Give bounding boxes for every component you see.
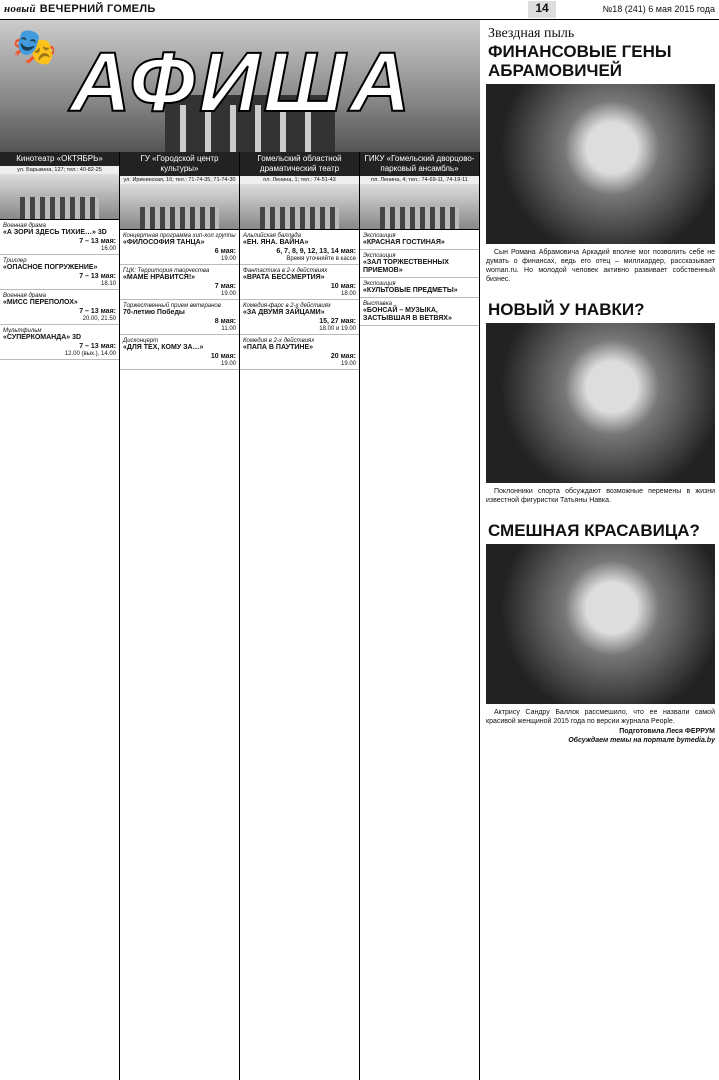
event-dates: 7 мая:	[214, 283, 236, 290]
event-time: 19.00	[220, 291, 236, 297]
event-genre: Фантастика в 2-х действиях	[243, 268, 328, 274]
event-genre: Мультфильм	[3, 328, 42, 334]
venue-photo	[0, 174, 119, 220]
event-listing	[120, 230, 239, 265]
venue-column	[0, 152, 120, 1080]
headline-3: СМЕШНАЯ КРАСАВИЦА?	[488, 521, 700, 540]
article-1-text: Сын Романа Абрамовича Аркадий вполне мог позволить себе не думать о финансах, ведь его отец – миллиардер, рассказывает woman.ru. Но молодой человек активно развивает собственный бизнес.	[486, 249, 715, 283]
venue-address: пл. Ленина, 1; тел.: 74-51-43	[240, 176, 359, 184]
event-title: «ФИЛОСОФИЯ ТАНЦА»	[123, 239, 205, 246]
event-dates: 7 – 13 мая:	[79, 238, 116, 245]
author-signature: Подготовила Леся ФЕРРУМ	[619, 728, 715, 735]
page-header	[0, 0, 719, 20]
theater-masks-icon: 🎭	[12, 26, 57, 67]
event-time: 20.00, 21.50	[82, 316, 116, 322]
event-dates: 20 мая:	[330, 353, 356, 360]
venue-photo	[360, 184, 479, 230]
venue-photo	[120, 184, 239, 230]
event-listing	[360, 250, 479, 278]
headline-1: ФИНАНСОВЫЕ ГЕНЫ АБРАМОВИЧЕЙ	[488, 42, 672, 80]
event-time: 18.10	[100, 281, 116, 287]
event-time: 16.00	[100, 246, 116, 252]
event-listing	[240, 335, 359, 370]
event-time: 19.00	[340, 361, 356, 367]
event-genre: Комедия в 2-х действиях	[243, 338, 315, 344]
venue-column	[120, 152, 240, 1080]
venue-title: Гомельский областной драматический театр	[240, 152, 359, 176]
venue-column	[240, 152, 360, 1080]
newspaper-brand: новый ВЕЧЕРНИЙ ГОМЕЛЬ	[4, 3, 156, 15]
event-listing	[120, 300, 239, 335]
event-genre: Экспозиция	[363, 281, 396, 287]
event-time: 11.00	[221, 326, 236, 332]
photo-navka	[486, 323, 715, 483]
event-title: «ЗА ДВУМЯ ЗАЙЦАМИ»	[243, 309, 325, 316]
event-listing	[240, 265, 359, 300]
event-time: 12.00 (вых.), 14.00	[64, 351, 116, 357]
event-title: «МИСС ПЕРЕПОЛОХ»	[3, 299, 78, 306]
page-number: 14	[528, 1, 556, 18]
event-title: «МАМЕ НРАВИТСЯ!»	[123, 274, 196, 281]
issue-info: №18 (241) 6 мая 2015 года	[602, 4, 715, 14]
masthead	[0, 20, 480, 152]
photo-abramovich	[486, 84, 715, 244]
event-listing	[0, 220, 119, 255]
event-listing	[120, 265, 239, 300]
event-dates: 10 мая:	[330, 283, 356, 290]
event-genre: Триллер	[3, 258, 27, 264]
event-genre: Дисконцерт	[123, 338, 159, 344]
venue-address: ул. Ирининская, 16; тел.: 71-74-35, 71-74-30	[120, 176, 239, 184]
event-title: «КУЛЬТОВЫЕ ПРЕДМЕТЫ»	[363, 287, 458, 294]
event-listing	[0, 325, 119, 360]
event-listing	[0, 290, 119, 325]
event-listing	[360, 230, 479, 250]
event-genre: Военная драма	[3, 293, 46, 299]
venue-title: ГИКУ «Гомельский дворцово-парковый ансамбль»	[360, 152, 479, 176]
event-genre: Выставка	[363, 301, 392, 307]
event-time: 19.00	[220, 256, 236, 262]
venue-address: ул. Барыкина, 127; тел.: 40-82-25	[0, 166, 119, 174]
event-title: «ЗАЛ ТОРЖЕСТВЕННЫХ ПРИЕМОВ»	[363, 259, 449, 274]
masthead-title: АФИША	[70, 35, 415, 129]
venue-address: пл. Ленина, 4; тел.: 74-69-11, 74-19-11	[360, 176, 479, 184]
event-genre: Концертная программа хип-хоп группы	[123, 233, 236, 239]
venue-photo	[240, 184, 359, 230]
headline-2: НОВЫЙ У НАВКИ?	[488, 300, 645, 319]
article-2-text: Поклонники спорта обсуждают возможные перемены в жизни известной фигуристки Татьяны Навка.	[486, 488, 715, 504]
event-time: Время уточняйте в кассе	[286, 256, 356, 262]
rubric-title: Звездная пыль	[488, 26, 575, 41]
event-dates: 10 мая:	[210, 353, 236, 360]
event-title: «СУПЕРКОМАНДА» 3D	[3, 334, 82, 341]
event-title: «ДЛЯ ТЕХ, КОМУ ЗА…»	[123, 344, 204, 351]
event-title: «КРАСНАЯ ГОСТИНАЯ»	[363, 239, 445, 246]
event-title: «ОПАСНОЕ ПОГРУЖЕНИЕ»	[3, 264, 98, 271]
event-dates: 6, 7, 8, 9, 12, 13, 14 мая:	[276, 248, 356, 255]
event-genre: Альпийская баллада	[243, 233, 301, 239]
event-title: 70-летию Победы	[123, 309, 185, 316]
event-genre: Комедия-фарс в 2-х действиях	[243, 303, 331, 309]
footer-portal: Обсуждаем темы на портале bymedia.by	[568, 737, 715, 744]
event-listing	[0, 255, 119, 290]
event-genre: Торжественный прием ветеранов	[123, 303, 221, 309]
venue-title: ГУ «Городской центр культуры»	[120, 152, 239, 176]
event-genre: Военная драма	[3, 223, 46, 229]
event-dates: 6 мая:	[214, 248, 236, 255]
photo-bullock	[486, 544, 715, 704]
event-time: 18.00 и 19.00	[319, 326, 356, 332]
sidebar-news	[482, 20, 719, 1080]
event-dates: 8 мая:	[214, 318, 236, 325]
event-title: «ПАПА В ПАУТИНЕ»	[243, 344, 314, 351]
event-dates: 7 – 13 мая:	[79, 273, 116, 280]
event-title: «БОНСАЙ – МУЗЫКА, ЗАСТЫВШАЯ В ВЕТВЯХ»	[363, 307, 452, 322]
event-listing	[240, 300, 359, 335]
event-dates: 7 – 13 мая:	[79, 343, 116, 350]
venue-column	[360, 152, 480, 1080]
event-time: 19.00	[220, 361, 236, 367]
event-genre: ГЦК: Территория творчества	[123, 268, 210, 274]
event-genre: Экспозиция	[363, 233, 396, 239]
event-listing	[360, 278, 479, 298]
event-title: «ВРАТА БЕССМЕРТИЯ»	[243, 274, 325, 281]
event-title: «А ЗОРИ ЗДЕСЬ ТИХИЕ…» 3D	[3, 229, 107, 236]
event-time: 18.00	[340, 291, 356, 297]
event-dates: 15, 27 мая:	[319, 318, 356, 325]
article-3-text: Актрису Сандру Баллок рассмешило, что ее назвали самой красивой женщиной 2015 года по версии журнала People.	[486, 709, 715, 725]
event-listing	[240, 230, 359, 265]
event-dates: 7 – 13 мая:	[79, 308, 116, 315]
venue-title: Кинотеатр «ОКТЯБРЬ»	[0, 152, 119, 166]
event-listing	[120, 335, 239, 370]
event-title: «ЕН. ЯНА. ВАЙНА»	[243, 239, 309, 246]
event-genre: Экспозиция	[363, 253, 396, 259]
event-listing	[360, 298, 479, 326]
